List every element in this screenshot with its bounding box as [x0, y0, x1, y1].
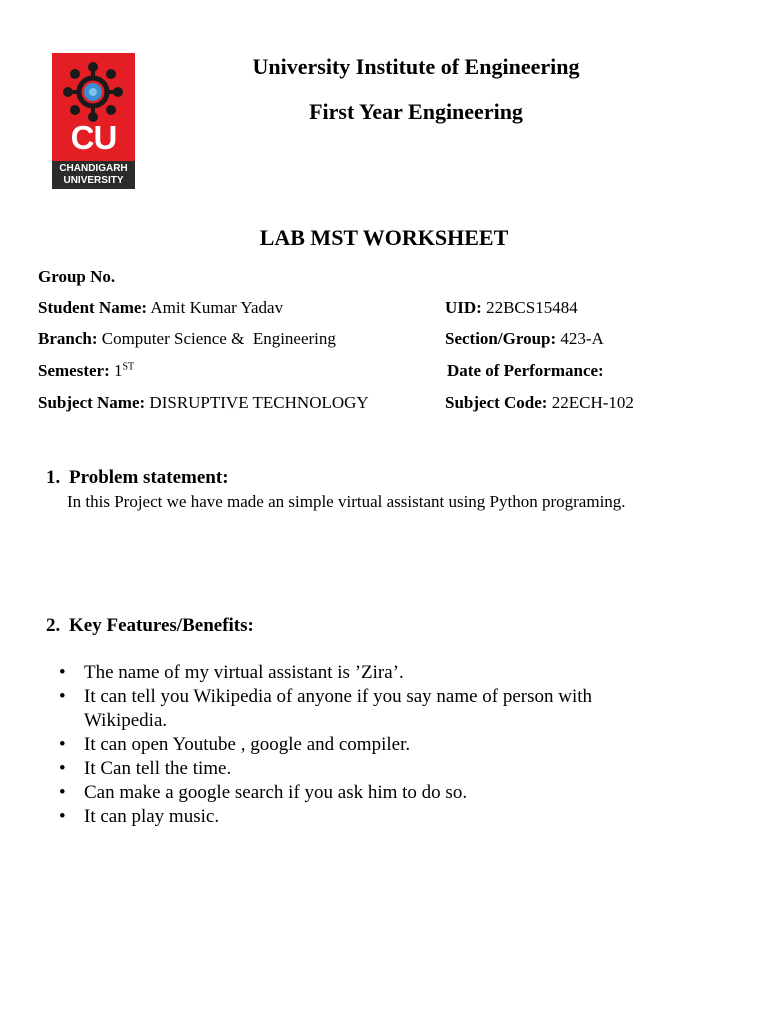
subject-name-label: Subject Name:	[38, 393, 146, 412]
branch-field	[38, 329, 336, 349]
worksheet-title: LAB MST WORKSHEET	[259, 225, 509, 250]
semester-value: 1	[114, 361, 123, 380]
bullet-icon: •	[59, 758, 66, 779]
date-of-performance-field	[447, 361, 604, 381]
section2-number: 2.	[46, 615, 61, 636]
bullet-icon: •	[59, 686, 66, 707]
section-label: Section/Group:	[445, 329, 557, 348]
subject-code-field	[445, 393, 634, 413]
feature-text: It can play music.	[84, 806, 220, 827]
department-title: First Year Engineering	[309, 99, 523, 124]
list-item	[59, 805, 659, 829]
student-name-label: Student Name:	[38, 298, 148, 317]
logo-name-line2: UNIVERSITY	[63, 175, 124, 186]
semester-field	[38, 361, 134, 381]
feature-text: It Can tell the time.	[84, 758, 232, 779]
subject-code-value: 22ECH-102	[551, 393, 634, 412]
bullet-icon: •	[59, 662, 66, 683]
uid-field	[445, 298, 578, 318]
student-name-field	[38, 298, 283, 318]
list-item	[59, 733, 659, 757]
branch-label: Branch:	[38, 329, 98, 348]
problem-statement-text: In this Project we have made an simple virtual assistant using Python programing.	[67, 492, 626, 511]
subject-name-field	[38, 393, 369, 413]
semester-superscript: ST	[122, 361, 135, 373]
uid-label: UID:	[445, 298, 482, 317]
list-item	[59, 781, 659, 805]
logo-initials: CU	[70, 119, 117, 156]
subject-code-label: Subject Code:	[445, 393, 548, 412]
group-label: Group No.	[38, 267, 116, 286]
list-item	[59, 661, 659, 685]
bullet-icon: •	[59, 734, 66, 755]
features-list	[59, 661, 659, 829]
semester-label: Semester:	[38, 361, 110, 380]
section-value: 423-A	[560, 329, 604, 348]
list-item	[59, 757, 659, 781]
section1-heading: Problem statement:	[69, 467, 229, 488]
feature-text: It can tell you Wikipedia of anyone if you say name of person with Wikipedia.	[84, 686, 593, 731]
student-name-value: Amit Kumar Yadav	[150, 298, 284, 317]
bullet-icon: •	[59, 806, 66, 827]
section2-heading: Key Features/Benefits:	[69, 615, 254, 636]
group-number-field	[38, 267, 115, 287]
feature-text: The name of my virtual assistant is ’Zira’.	[84, 662, 404, 683]
branch-value: Computer Science & Engineering	[101, 329, 336, 348]
problem-statement-heading	[46, 467, 229, 489]
feature-text: Can make a google search if you ask him to do so.	[84, 782, 468, 803]
section1-number: 1.	[46, 467, 61, 488]
date-label: Date of Performance:	[447, 361, 604, 380]
bullet-icon: •	[59, 782, 66, 803]
feature-text: It can open Youtube , google and compiler.	[84, 734, 411, 755]
list-item	[59, 685, 659, 733]
institute-title: University Institute of Engineering	[252, 54, 580, 79]
logo-name-line1: CHANDIGARH	[59, 163, 128, 174]
uid-value: 22BCS15484	[486, 298, 578, 317]
key-features-heading	[46, 615, 254, 637]
section-group-field	[445, 329, 604, 349]
subject-name-value: DISRUPTIVE TECHNOLOGY	[149, 393, 369, 412]
